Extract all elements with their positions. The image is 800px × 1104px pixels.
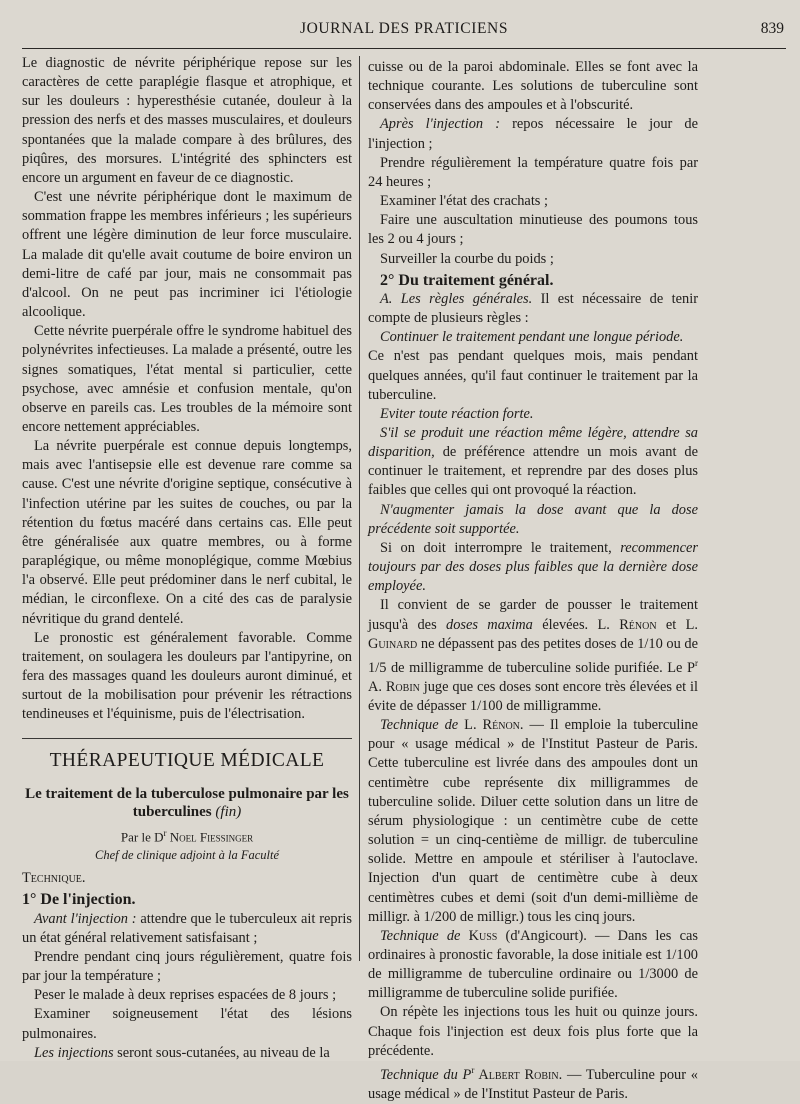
byline-sup: r <box>163 827 167 838</box>
inline-label: A. Les règles générales. <box>380 290 533 307</box>
rule-italic: S'il se produit une réaction même légère, attendre sa disparition, <box>368 424 698 461</box>
journal-title: JOURNAL DES PRATICIENS <box>299 20 509 37</box>
subsection-heading: 1° De l'injection. <box>22 891 136 909</box>
inline-label: Après l'injection : <box>380 116 501 133</box>
column-divider <box>359 56 360 961</box>
byline <box>22 824 352 846</box>
paragraph <box>368 716 698 927</box>
rule: N'augmenter jamais la dose avant que la dose précédente soit supportée. <box>368 501 698 537</box>
section-divider <box>22 738 352 739</box>
inline-italic: Technique de <box>380 927 461 944</box>
paragraph <box>368 424 698 501</box>
paragraph: Prendre pendant cinq jours régulièrement, quatre fois par jour la température ; <box>22 948 352 985</box>
paragraph: Examiner soigneusement l'état des lésions pulmonaires. <box>22 1006 352 1042</box>
author-ref: Rénon <box>482 717 520 734</box>
paragraph: Ce n'est pas pendant quelques mois, mais pendant quelques années, qu'il faut continuer le traitement par la tuberculine. <box>368 348 698 403</box>
inline-text: repos nécessaire le jour de l'injection ; <box>368 116 698 152</box>
paragraph: Le diagnostic de névrite périphérique repose sur les caractères de cette paraplégie flasque et atrophique, et sur les douleurs : hyperesthésie cutanée, douleur à la pression des nerfs et des masses musculaires, et douleurs spontanées que la malade compare à des brûlures, des piqûres, des morsures. L'intégrité des sphincters est encore un argument en faveur de ce diagnostic. <box>22 55 352 186</box>
inline-text: Il convient de se garder de pousser le traitement jusqu'à des <box>368 597 698 633</box>
inline-text: ne dépassent pas des petites doses de 1/10 ou de 1/5 de milligramme de tuberculine solide purifiée. Le P <box>368 635 698 676</box>
page-number: 839 <box>760 20 784 37</box>
inline-text: juge que ces doses sont encore très élevées et il évite de dépasser 1/100 de milligramme. <box>368 678 698 714</box>
author-ref: Kuss <box>460 927 498 944</box>
paragraph <box>368 1061 698 1104</box>
author-ref: Albert Robin <box>474 1066 559 1083</box>
byline-prefix: Par le D <box>120 828 164 844</box>
left-column <box>22 54 352 1063</box>
subsection-label: Technique. <box>22 870 86 887</box>
author-affiliation: Chef de clinique adjoint à la Faculté <box>95 848 279 863</box>
paragraph <box>368 539 698 596</box>
inline-text: seront sous-cutanées, au niveau de la <box>113 1044 330 1061</box>
paragraph: La névrite puerpérale est connue depuis longtemps, mais avec l'antisepsie elle est devenue rare comme sa cause. C'est une névrite d'origine septique, consécutive à l'infection utérine par les suites de couches, ou par la rétention du fœtus macéré dans certains cas. Elle peut être généralisée aux quatre membres, ou à forme paraplégique, ou même monoplégique, comme Mœbius l'a observé. Elle peut prédominer dans le nerf cubital, le médian, le circonflexe. On a cité des cas de paralysie névritique du grand dentelé. <box>22 438 352 627</box>
paragraph: Surveiller la courbe du poids ; <box>380 250 554 267</box>
article-title-text: Le traitement de la tuberculose pulmonaire par les tuberculines <box>25 785 349 820</box>
paragraph <box>368 115 698 153</box>
author-ref: Guinard <box>368 635 418 652</box>
paragraph: Peser le malade à deux reprises espacées de 8 jours ; <box>34 987 337 1004</box>
inline-italic: doses maxima <box>446 616 533 633</box>
inline-label: Les injections <box>34 1044 114 1061</box>
paragraph: cuisse ou de la paroi abdominale. Elles se font avec la technique courante. Les solutions de tuberculine sont conservées dans des ampoules et à l'obscurité. <box>368 59 698 114</box>
inline-text: Il est nécessaire de tenir compte de plusieurs règles : <box>368 290 698 327</box>
inline-text: Si on doit interrompre le traitement, <box>380 539 621 556</box>
paragraph: On répète les injections tous les huit ou quinze jours. Chaque fois l'injection est deux fois plus forte que la précédente. <box>368 1004 698 1059</box>
inline-text: A. <box>368 678 386 695</box>
inline-sup: r <box>471 1064 475 1075</box>
subsection-heading: 2° Du traitement général. <box>380 271 554 289</box>
inline-text: et L. <box>656 616 698 633</box>
paragraph <box>368 927 698 1004</box>
article-title-fin: (fin) <box>215 803 242 820</box>
article-title <box>22 785 352 821</box>
rule: Continuer le traitement pendant une longue période. <box>380 329 684 346</box>
inline-text: attendre que le tuberculeux ait repris un état général relativement satisfaisant ; <box>22 910 352 946</box>
paragraph <box>22 910 352 948</box>
inline-text: . — Il emploie la tuberculine pour « usage médical » de l'Institut Pasteur de Paris. Cette tuberculine est livrée dans des ampoules dont un centimètre cube représente dix milligrammes de tuberculine solide. Diluer cette solution dans un litre de sérum physiologique : un centimètre cube de cette solution = un cinq-centième de milligr. de tuberculine solide. Mettre en ampoule et stériliser à l'autoclave. Injection d'un quart de centimètre cube à deux centimètres cubes et demi (soit d'un demi-millième de milligr. à 1/200 de milligr.) tous les cinq jours. <box>368 717 698 925</box>
paragraph: C'est une névrite périphérique dont le maximum de sommation frappe les membres inférieurs ; les supérieurs offrent une légère diminution de leur force musculaire. La malade dit qu'elle avait coutume de boire environ un demi-litre de café par jour, mais ne consommait pas d'alcool. On ne peut pas incriminer ici l'étiologie alcoolique. <box>22 189 352 321</box>
author-name: Noel Fiessinger <box>169 828 254 844</box>
paragraph: Faire une auscultation minutieuse des poumons tous les 2 ou 4 jours ; <box>368 212 698 248</box>
section-title: THÉRAPEUTIQUE MÉDICALE <box>49 750 325 772</box>
inline-label: Avant l'injection : <box>34 910 137 927</box>
rule: Eviter toute réaction forte. <box>380 405 534 422</box>
author-ref: Robin <box>385 678 420 695</box>
paragraph: Le pronostic est généralement favorable. Comme traitement, on soulagera les douleurs par l'antipyrine, on fera des massages quand les douleurs auront diminué, et surtout de la mobilisation pour prévenir les rétractions tendineuses et l'équinisme, puis de l'électrisation. <box>22 629 352 723</box>
running-header <box>22 18 786 49</box>
inline-italic: Technique du P <box>380 1066 472 1083</box>
paragraph: Examiner l'état des crachats ; <box>380 193 549 210</box>
inline-text: . — Tuberculine pour « usage médical » de l'Institut Pasteur de Paris. <box>368 1066 698 1102</box>
paragraph: Cette névrite puerpérale offre le syndrome habituel des polynévrites infectieuses. La malade a présenté, outre les signes somatiques, l'état mental si particulier, cette psychose, avec amnésie et confusion mentale, qu'on observe en pareils cas. Les troubles de la mémoire sont encore nettement appréciables. <box>22 323 352 435</box>
paragraph <box>368 596 698 716</box>
inline-text: L. <box>458 717 483 734</box>
paragraph: Prendre régulièrement la température quatre fois par 24 heures ; <box>368 154 698 190</box>
inline-italic: recommencer toujours par des doses plus faibles que la dernière dose employée. <box>368 539 698 595</box>
inline-text: élevées. L. <box>532 616 620 633</box>
inline-sup: r <box>695 657 698 668</box>
paragraph <box>368 290 698 328</box>
inline-italic: Technique de <box>380 717 459 734</box>
inline-text: de préférence attendre un mois avant de continuer le traitement, et reprendre par des doses plus faibles que celles qui ont provoqué la réaction. <box>368 444 698 499</box>
paragraph <box>22 1044 352 1063</box>
author-ref: Rénon <box>619 616 657 633</box>
right-column <box>368 58 698 1104</box>
inline-text: (d'Angicourt). — Dans les cas ordinaires à pronostic favorable, la dose initiale est 1/100 de milligramme de tuberculine ordinaire ou 1/3000 de milligramme de tuberculine solide purifiée. <box>368 927 698 1002</box>
